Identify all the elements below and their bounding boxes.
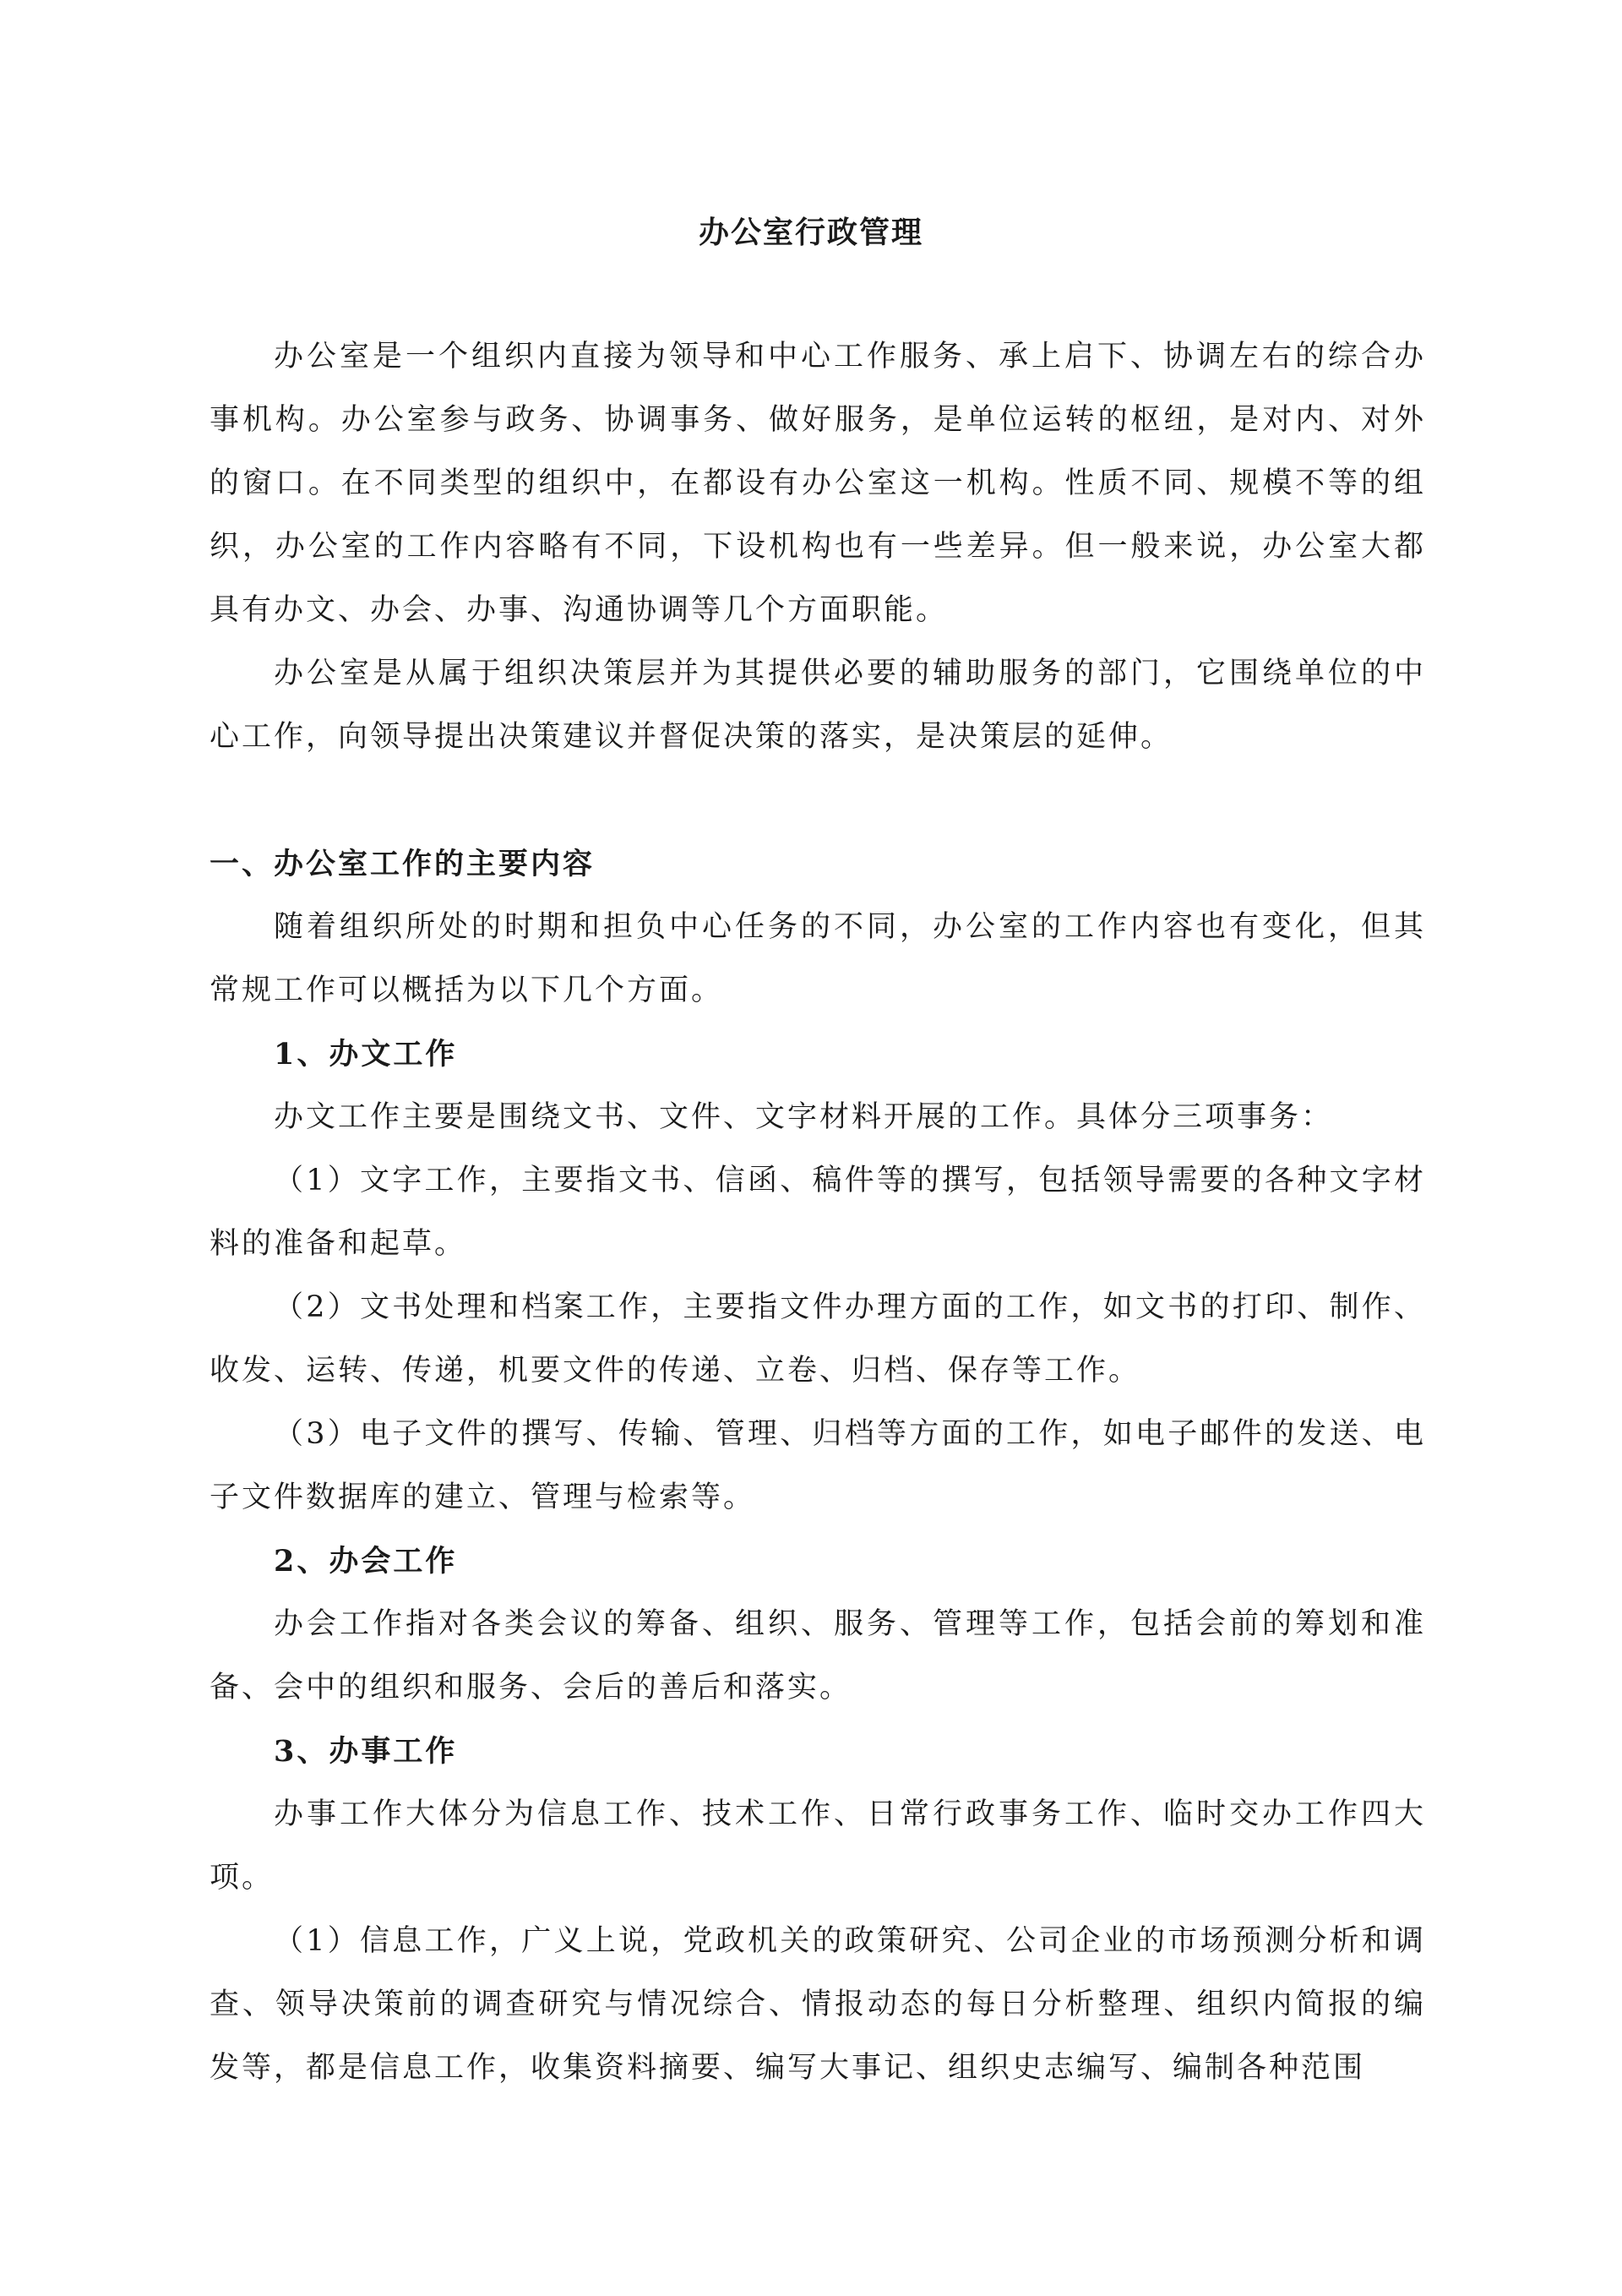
subsection-heading-affairs: 3、办事工作 xyxy=(274,1734,458,1769)
affairs-intro-paragraph: 办事工作大体分为信息工作、技术工作、日常行政事务工作、临时交办工作四大项。 xyxy=(210,1797,1426,1895)
document-title: 办公室行政管理 xyxy=(698,215,923,250)
documents-intro-paragraph: 办文工作主要是围绕文书、文件、文字材料开展的工作。具体分三项事务： xyxy=(274,1100,1334,1134)
section-heading: 一、办公室工作的主要内容 xyxy=(210,847,596,881)
subsection-heading-meetings: 2、办会工作 xyxy=(274,1544,458,1579)
documents-item-3: （3）电子文件的撰写、传输、管理、归档等方面的工作，如电子邮件的发送、电子文件数据库的建立、管理与检索等。 xyxy=(210,1417,1426,1514)
affairs-item-1: （1）信息工作，广义上说，党政机关的政策研究、公司企业的市场预测分析和调查、领导决策前的调查研究与情况综合、情报动态的每日分析整理、组织内简报的编发等，都是信息工作，收集资料摘要、编写大事记、组织史志编写、编制各种范围 xyxy=(210,1924,1426,2085)
documents-item-1: （1）文字工作，主要指文书、信函、稿件等的撰写，包括领导需要的各种文字材料的准备和起草。 xyxy=(210,1164,1426,1261)
documents-item-2: （2）文书处理和档案工作，主要指文件办理方面的工作，如文书的打印、制作、收发、运转、传递，机要文件的传递、立卷、归档、保存等工作。 xyxy=(210,1290,1426,1388)
subsection-heading-documents: 1、办文工作 xyxy=(274,1037,458,1072)
meetings-paragraph: 办会工作指对各类会议的筹备、组织、服务、管理等工作，包括会前的筹划和准备、会中的组织和服务、会后的善后和落实。 xyxy=(210,1607,1426,1704)
section-intro-paragraph: 随着组织所处的时期和担负中心任务的不同，办公室的工作内容也有变化，但其常规工作可以概括为以下几个方面。 xyxy=(210,910,1426,1007)
intro-paragraph-2: 办公室是从属于组织决策层并为其提供必要的辅助服务的部门，它围绕单位的中心工作，向领导提出决策建议并督促决策的落实，是决策层的延伸。 xyxy=(210,657,1426,754)
document-body xyxy=(210,325,1426,2100)
intro-paragraph-1: 办公室是一个组织内直接为领导和中心工作服务、承上启下、协调左右的综合办事机构。办公室参与政务、协调事务、做好服务，是单位运转的枢纽，是对内、对外的窗口。在不同类型的组织中，在都设有办公室这一机构。性质不同、规模不等的组织，办公室的工作内容略有不同，下设机构也有一些差异。但一般来说，办公室大都具有办文、办会、办事、沟通协调等几个方面职能。 xyxy=(210,340,1426,627)
